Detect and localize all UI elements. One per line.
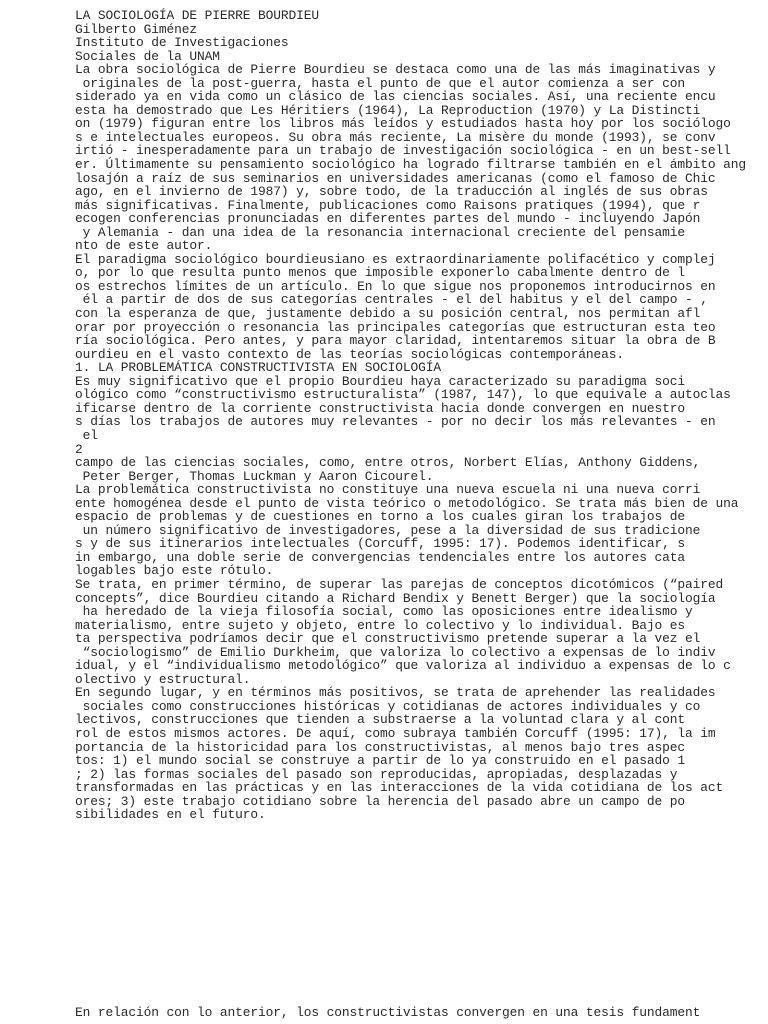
text-line: más significativas. Finalmente, publicaciones como Raisons pratiques (1994), que r bbox=[75, 197, 701, 213]
affiliation-line: Sociales de la UNAM bbox=[75, 48, 220, 64]
text-line: sociales como construcciones históricas y cotidianas de actores individuales y co bbox=[75, 698, 701, 714]
text-line: in embargo, una doble serie de convergencias tendenciales entre los autores cata bbox=[75, 549, 686, 565]
text-line: os estrechos límites de un artículo. En lo que sigue nos proponemos introducirnos en bbox=[75, 278, 716, 294]
text-line: s días los trabajos de autores muy relevantes - por no decir los más relevantes - en bbox=[75, 414, 716, 430]
text-line: El paradigma sociológico bourdieusiano es extraordinariamente polifacético y complej bbox=[75, 251, 716, 267]
text-line: un número significativo de investigadores, pese a la diversidad de sus tradicione bbox=[75, 522, 701, 538]
text-line: ta perspectiva podríamos decir que el constructivismo pretende superar a la vez el bbox=[75, 631, 701, 647]
text-line: él a partir de dos de sus categorías centrales - el del habitus y el del campo - , bbox=[75, 292, 708, 308]
text-line: Peter Berger, Thomas Luckman y Aaron Cicourel. bbox=[75, 468, 434, 484]
text-line: s e intelectuales europeos. Su obra más reciente, La misère du monde (1993), se conv bbox=[75, 129, 716, 145]
intro-paragraphs bbox=[75, 63, 765, 361]
section-heading: 1. LA PROBLEMÁTICA CONSTRUCTIVISTA EN SOCIOLOGÍA bbox=[75, 360, 442, 376]
text-line: concepts”, dice Bourdieu citando a Richard Bendix y Benett Berger) que la sociología bbox=[75, 590, 716, 606]
text-line: ago, en el invierno de 1987) y, sobre todo, de la traducción al inglés de sus obras bbox=[75, 184, 708, 200]
text-line: o, por lo que resulta punto menos que imposible exponerlo cabalmente dentro de l bbox=[75, 265, 686, 281]
bottom-text bbox=[75, 1006, 765, 1020]
text-line: originales de la post-guerra, hasta el punto de que el autor comienza a ser con bbox=[75, 75, 686, 91]
author-name: Gilberto Giménez bbox=[75, 21, 198, 37]
text-line: ecogen conferencias pronunciadas en diferentes partes del mundo - incluyendo Japón bbox=[75, 211, 701, 227]
text-line: transformadas en las prácticas y en las interacciones de la vida cotidiana de los act bbox=[75, 780, 724, 796]
text-line: irtió - inesperadamente para un trabajo de investigación sociológica - en un best-sell bbox=[75, 143, 731, 159]
text-line: olectivo y estructural. bbox=[75, 671, 251, 687]
section-text-after-break bbox=[75, 456, 765, 822]
text-line: campo de las ciencias sociales, como, entre otros, Norbert Elías, Anthony Giddens, bbox=[75, 455, 701, 471]
text-line: “sociologismo” de Emilio Durkheim, que valoriza lo colectivo a expensas de lo indiv bbox=[75, 644, 716, 660]
text-line: ificarse dentro de la corriente constructivista hacia donde convergen en nuestro bbox=[75, 400, 686, 416]
text-line: ourdieu en el vasto contexto de las teorías sociológicas contemporáneas. bbox=[75, 346, 625, 362]
affiliation-line: Instituto de Investigaciones bbox=[75, 35, 289, 51]
text-line: espacio de problemas y de cuestiones en torno a los cuales giran los trabajos de bbox=[75, 509, 686, 525]
text-line: ores; 3) este trabajo cotidiano sobre la herencia del pasado abre un campo de po bbox=[75, 793, 686, 809]
text-line: con la esperanza de que, justamente debido a su posición central, nos permitan afl bbox=[75, 306, 701, 322]
text-line: ológico como “constructivismo estructuralista” (1987, 147), lo que equivale a autoclas bbox=[75, 387, 731, 403]
document-title: LA SOCIOLOGÍA DE PIERRE BOURDIEU bbox=[75, 8, 320, 23]
text-line: ente homogénea desde el punto de vista teórico o metodológico. Se trata más bien de una bbox=[75, 495, 739, 511]
text-line: En segundo lugar, y en términos más positivos, se trata de aprehender las realidades bbox=[75, 685, 716, 701]
text-line: s y de sus itinerarios intelectuales (Corcuff, 1995: 17). Podemos identificar, s bbox=[75, 536, 686, 552]
text-line: esta ha demostrado que Les Héritiers (1964), La Reproduction (1970) y La Distincti bbox=[75, 102, 701, 118]
text-line: materialismo, entre sujeto y objeto, entre lo colectivo y lo individual. Bajo es bbox=[75, 617, 686, 633]
text-line: ha heredado de la vieja filosofía social, como las oposiciones entre idealismo y bbox=[75, 604, 693, 620]
text-line: nto de este autor. bbox=[75, 238, 213, 254]
section-text-before-break bbox=[75, 375, 765, 443]
text-line: En relación con lo anterior, los constructivistas convergen en una tesis fundament bbox=[75, 1005, 701, 1020]
text-line: er. Últimamente su pensamiento sociológico ha logrado filtrarse también en el ámbito ang bbox=[75, 157, 747, 173]
text-line: La obra sociológica de Pierre Bourdieu se destaca como una de las más imaginativas y bbox=[75, 62, 716, 78]
text-line: y Alemania - dan una idea de la resonancia internacional creciente del pensamie bbox=[75, 224, 686, 240]
text-line: Es muy significativo que el propio Bourdieu haya caracterizado su paradigma soci bbox=[75, 373, 686, 389]
text-line: losajón a raíz de sus seminarios en universidades americanas (como el famoso de Chic bbox=[75, 170, 716, 186]
text-line: logables bajo este rótulo. bbox=[75, 563, 274, 579]
text-line: el bbox=[75, 427, 98, 443]
page-number: 2 bbox=[75, 441, 83, 457]
text-line: ; 2) las formas sociales del pasado son reproducidas, apropiadas, desplazadas y bbox=[75, 766, 678, 782]
document-page bbox=[75, 9, 765, 822]
text-line: Se trata, en primer término, de superar las parejas de conceptos dicotómicos (“paired bbox=[75, 576, 724, 592]
text-line: portancia de la historicidad para los constructivistas, al menos bajo tres aspec bbox=[75, 739, 686, 755]
text-line: sibilidades en el futuro. bbox=[75, 807, 266, 823]
text-line: ría sociológica. Pero antes, y para mayor claridad, intentaremos situar la obra de B bbox=[75, 333, 716, 349]
text-line: on (1979) figuran entre los libros más leídos y estudiados hasta hoy por los sociólogo bbox=[75, 116, 731, 132]
text-line: lectivos, construcciones que tienden a substraerse a la voluntad clara y al cont bbox=[75, 712, 686, 728]
text-line: rol de estos mismos actores. De aquí, como subraya también Corcuff (1995: 17), la im bbox=[75, 725, 716, 741]
text-line: siderado ya en vida como un clásico de las ciencias sociales. Así, una reciente encu bbox=[75, 89, 716, 105]
text-line: La problemática constructivista no constituye una nueva escuela ni una nueva corri bbox=[75, 482, 701, 498]
text-line: orar por proyección o resonancia las principales categorías que estructuran esta teo bbox=[75, 319, 716, 335]
text-line: tos: 1) el mundo social se construye a partir de lo ya construido en el pasado 1 bbox=[75, 753, 686, 769]
text-line: idual, y el “individualismo metodológico” que valoriza al individuo a expensas de lo c bbox=[75, 658, 731, 674]
